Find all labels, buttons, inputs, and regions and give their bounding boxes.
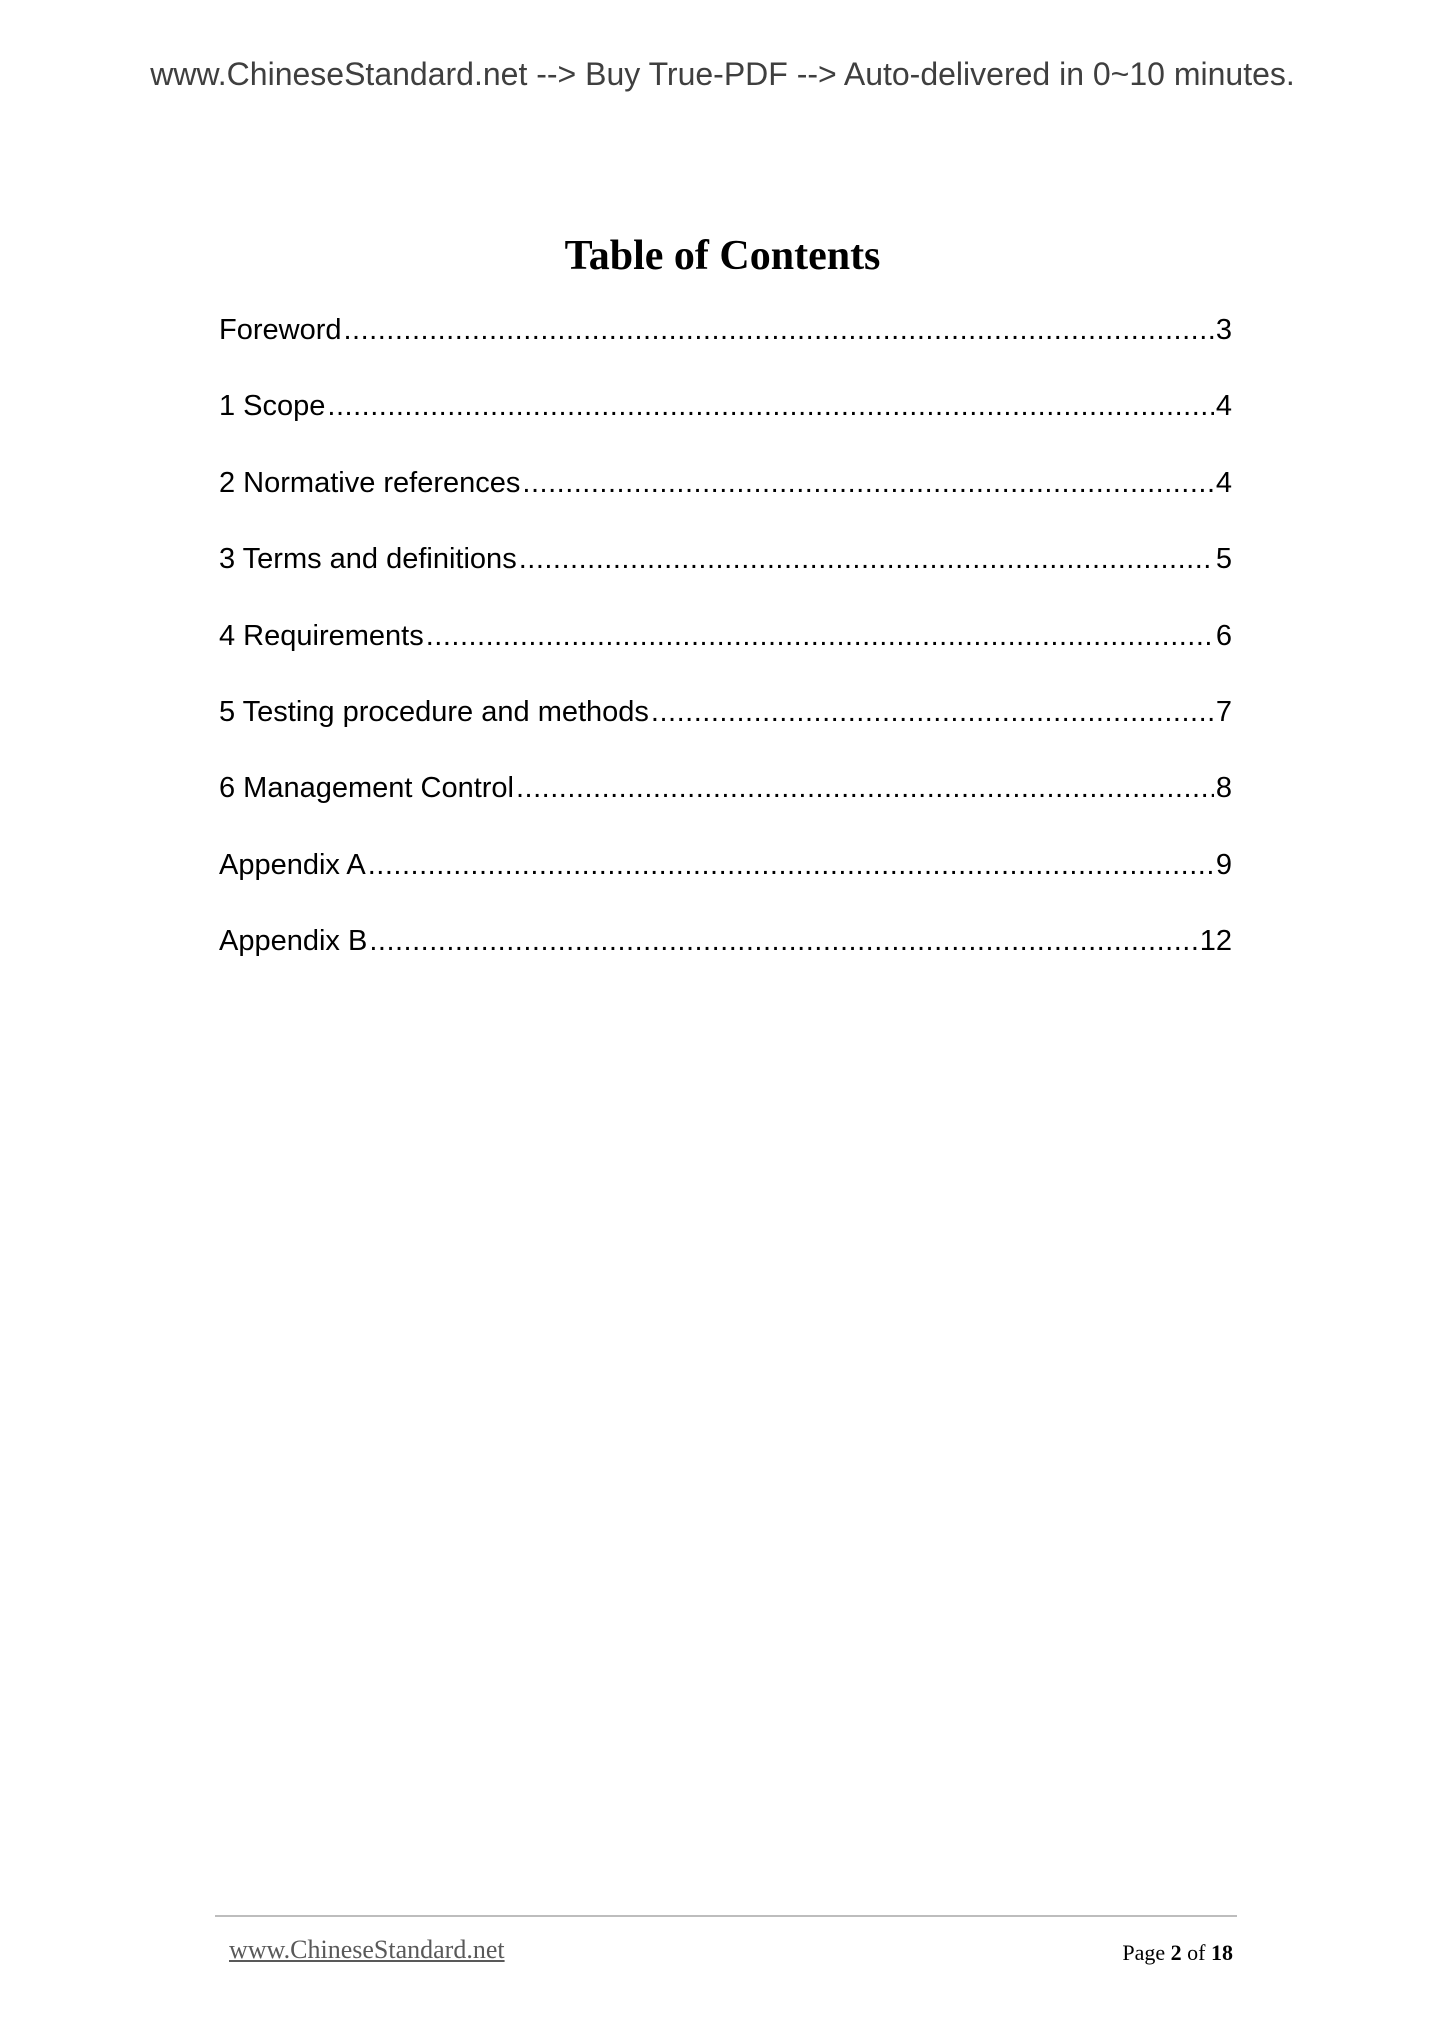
footer-total-pages: 18 [1211,1940,1233,1965]
toc-entry-label: 1 Scope [219,390,326,423]
toc-entry-label: Appendix B [219,925,368,958]
toc-entry-label: 4 Requirements [219,619,424,652]
toc-entry-page: 4 [1215,390,1232,423]
toc-entry-page: 8 [1215,772,1232,805]
top-banner[interactable]: www.ChineseStandard.net --> Buy True-PDF --> Auto-delivered in 0~10 minutes. [150,56,1295,92]
toc-entry-label: Appendix A [219,848,366,881]
toc-dot-leader [522,467,1213,500]
toc-entry-scope[interactable] [219,390,1232,466]
footer-of-word: of [1187,1940,1206,1965]
toc-entry-terms-and-definitions[interactable] [219,543,1232,619]
toc-entry-appendix-b[interactable] [219,925,1232,1001]
toc-entry-foreword[interactable] [219,314,1232,390]
toc-list [219,314,1232,1002]
toc-dot-leader [327,390,1213,423]
toc-entry-label: 5 Testing procedure and methods [219,695,649,728]
toc-entry-normative-references[interactable] [219,467,1232,543]
toc-entry-page: 9 [1215,848,1232,881]
toc-dot-leader [368,849,1214,882]
footer-site-link[interactable]: www.ChineseStandard.net [229,1935,505,1964]
toc-entry-page: 7 [1215,695,1232,728]
toc-entry-label: 6 Management Control [219,772,514,805]
toc-entry-label: Foreword [219,314,342,346]
toc-entry-label: 2 Normative references [219,466,521,499]
toc-entry-label: 3 Terms and definitions [219,543,517,576]
toc-dot-leader [426,620,1214,653]
toc-title: Table of Contents [564,233,881,279]
toc-dot-leader [344,314,1214,347]
toc-dot-leader [369,925,1197,958]
footer-current-page: 2 [1170,1940,1182,1965]
toc-dot-leader [516,772,1214,805]
toc-entry-page: 6 [1215,619,1232,652]
toc-entry-page: 4 [1215,466,1232,499]
footer-page-number [1122,1940,1233,1966]
toc-dot-leader [519,543,1214,576]
footer-page-word: Page [1122,1940,1166,1965]
toc-entry-page: 5 [1215,543,1232,576]
toc-entry-appendix-a[interactable] [219,849,1232,925]
footer-divider [215,1915,1237,1917]
toc-entry-page: 3 [1215,314,1232,346]
toc-dot-leader [651,696,1214,729]
toc-entry-requirements[interactable] [219,620,1232,696]
toc-entry-management-control[interactable] [219,772,1232,848]
toc-entry-testing-procedure[interactable] [219,696,1232,772]
toc-entry-page: 12 [1199,925,1232,958]
